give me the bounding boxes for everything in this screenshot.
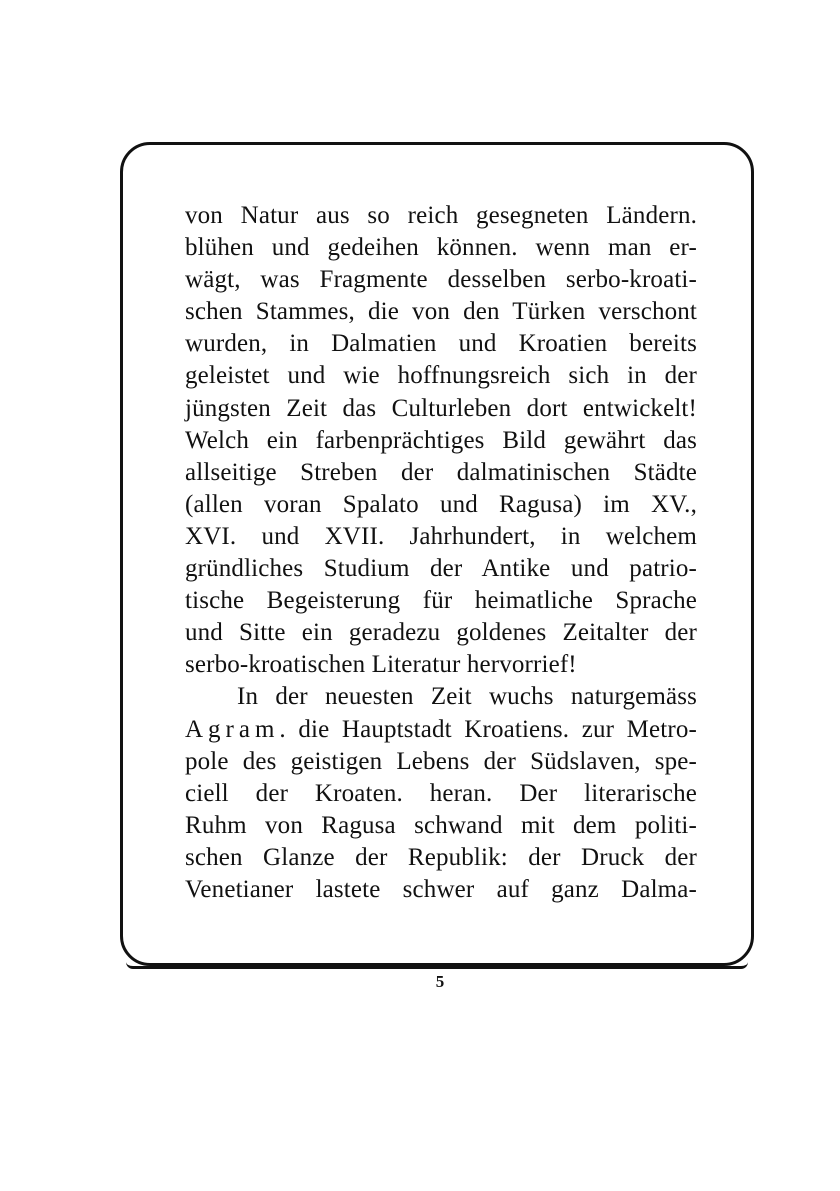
text-line: tische Begeisterung für heimatliche Sprache — [185, 587, 697, 615]
text-line-paragraph-start: In der neuesten Zeit wuchs naturgemäss — [237, 683, 697, 711]
text-line-rest: . die Hauptstadt Kroatiens. zur Metro- — [279, 715, 697, 743]
text-line: Ruhm von Ragusa schwand mit dem politi- — [185, 811, 697, 839]
text-line: wurden, in Dalmatien und Kroatien bereits — [185, 330, 697, 358]
text-line: serbo-kroatischen Literatur hervorrief! — [185, 651, 577, 679]
text-line: gründliches Studium der Antike und patrio- — [185, 555, 697, 583]
body-text — [185, 200, 697, 906]
text-line: pole des geistigen Lebens der Südslaven, spe- — [185, 747, 697, 775]
text-line: und Sitte ein geradezu goldenes Zeitalter der — [185, 619, 697, 647]
text-line: wägt, was Fragmente desselben serbo-kroati- — [185, 266, 697, 294]
text-line: Welch ein farbenprächtiges Bild gewährt das — [185, 426, 697, 454]
text-line: von Natur aus so reich gesegneten Ländern. — [185, 202, 697, 229]
text-line: geleistet und wie hoffnungsreich sich in der — [185, 362, 697, 390]
text-line: allseitige Streben der dalmatinischen Städte — [185, 458, 697, 486]
text-line: jüngsten Zeit das Culturleben dort entwickelt! — [185, 394, 697, 422]
text-line: XVI. und XVII. Jahrhundert, in welchem — [185, 522, 697, 550]
text-line: blühen und gedeihen können. wenn man er- — [185, 234, 697, 262]
spaced-city-name: Agram — [185, 715, 280, 743]
text-line — [185, 714, 697, 746]
text-line: (allen voran Spalato und Ragusa) im XV., — [185, 490, 697, 518]
text-line: ciell der Kroaten. heran. Der literarische — [185, 779, 697, 807]
text-line: schen Stammes, die von den Türken verschont — [185, 298, 697, 326]
page-number: 5 — [435, 972, 445, 991]
text-line: schen Glanze der Republik: der Druck der — [185, 843, 697, 871]
page-frame-bottom-edge — [126, 962, 748, 969]
text-line: Venetianer lastete schwer auf ganz Dalma- — [185, 875, 697, 903]
